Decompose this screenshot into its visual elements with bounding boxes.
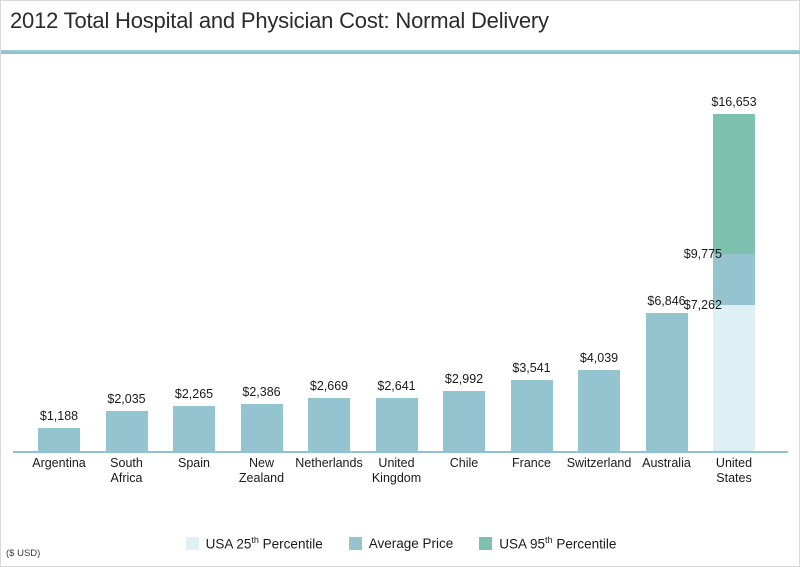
bar-average-price	[511, 380, 553, 452]
x-axis-labels	[13, 456, 788, 501]
usa-average-value-label: $9,775	[683, 247, 722, 261]
bar-value-label: $2,035	[107, 392, 146, 406]
x-axis-label: New Zealand	[238, 456, 285, 485]
legend-item[interactable]	[479, 535, 616, 552]
x-axis-label: Netherlands	[295, 456, 363, 470]
bar-value-label: $1,188	[39, 409, 79, 423]
x-axis-label: United Kingdom	[371, 456, 422, 485]
bar-column	[95, 57, 159, 452]
bar-column	[500, 57, 564, 452]
x-axis-label: Australia	[642, 456, 691, 470]
bar-column	[230, 57, 294, 452]
bar-average-price	[241, 404, 283, 452]
bar-column	[27, 57, 91, 452]
bar-column	[365, 57, 429, 452]
legend-swatch	[186, 537, 199, 550]
title-divider-inner	[1, 52, 800, 54]
bar-average-price	[38, 428, 80, 452]
legend-swatch	[479, 537, 492, 550]
x-axis-label: Spain	[178, 456, 210, 470]
legend-label: USA 25th Percentile	[205, 534, 323, 552]
title-bar	[1, 1, 800, 50]
legend-label: Average Price	[368, 535, 454, 551]
x-axis-label: Chile	[449, 456, 479, 470]
bar-value-label: $6,846	[647, 294, 686, 308]
legend-item[interactable]	[186, 535, 323, 552]
axis-baseline	[13, 451, 788, 453]
usa-95th-value-label: $16,653	[711, 95, 757, 109]
usa-25th-value-label: $7,262	[683, 298, 722, 312]
bar-usa-95th-percentile	[713, 114, 755, 254]
bar-column	[432, 57, 496, 452]
bar-value-label: $4,039	[579, 351, 619, 365]
units-footnote: ($ USD)	[6, 548, 41, 559]
bar-average-price	[443, 391, 485, 452]
bar-value-label: $2,992	[444, 372, 484, 386]
x-axis-label: Argentina	[32, 456, 86, 470]
bar-column	[162, 57, 226, 452]
x-axis-label: France	[512, 456, 551, 470]
bar-value-label: $2,265	[174, 387, 214, 401]
bar-average-price	[646, 313, 688, 452]
legend-item[interactable]	[349, 536, 454, 551]
chart-legend	[1, 531, 800, 555]
bar-average-price	[106, 411, 148, 452]
legend-swatch	[349, 537, 362, 550]
bar-average-price	[376, 398, 418, 452]
bar-group	[13, 57, 788, 452]
bar-column	[297, 57, 361, 452]
bar-average-price	[173, 406, 215, 452]
title-divider	[1, 50, 800, 54]
bar-value-label: $2,386	[242, 385, 281, 399]
bar-value-label: $3,541	[512, 361, 551, 375]
x-axis-label: United States	[715, 456, 753, 485]
x-axis-label: South Africa	[110, 456, 143, 485]
bar-value-label: $2,669	[309, 379, 349, 393]
bar-average-price	[308, 398, 350, 452]
legend-label: USA 95th Percentile	[499, 534, 617, 552]
bar-value-label: $2,641	[377, 379, 416, 393]
bar-column	[567, 57, 631, 452]
page-title: 2012 Total Hospital and Physician Cost: Normal Delivery	[10, 8, 549, 33]
x-axis-label: Switzerland	[566, 456, 632, 470]
bar-average-price	[578, 370, 620, 452]
bar-column-united-states	[683, 57, 766, 452]
